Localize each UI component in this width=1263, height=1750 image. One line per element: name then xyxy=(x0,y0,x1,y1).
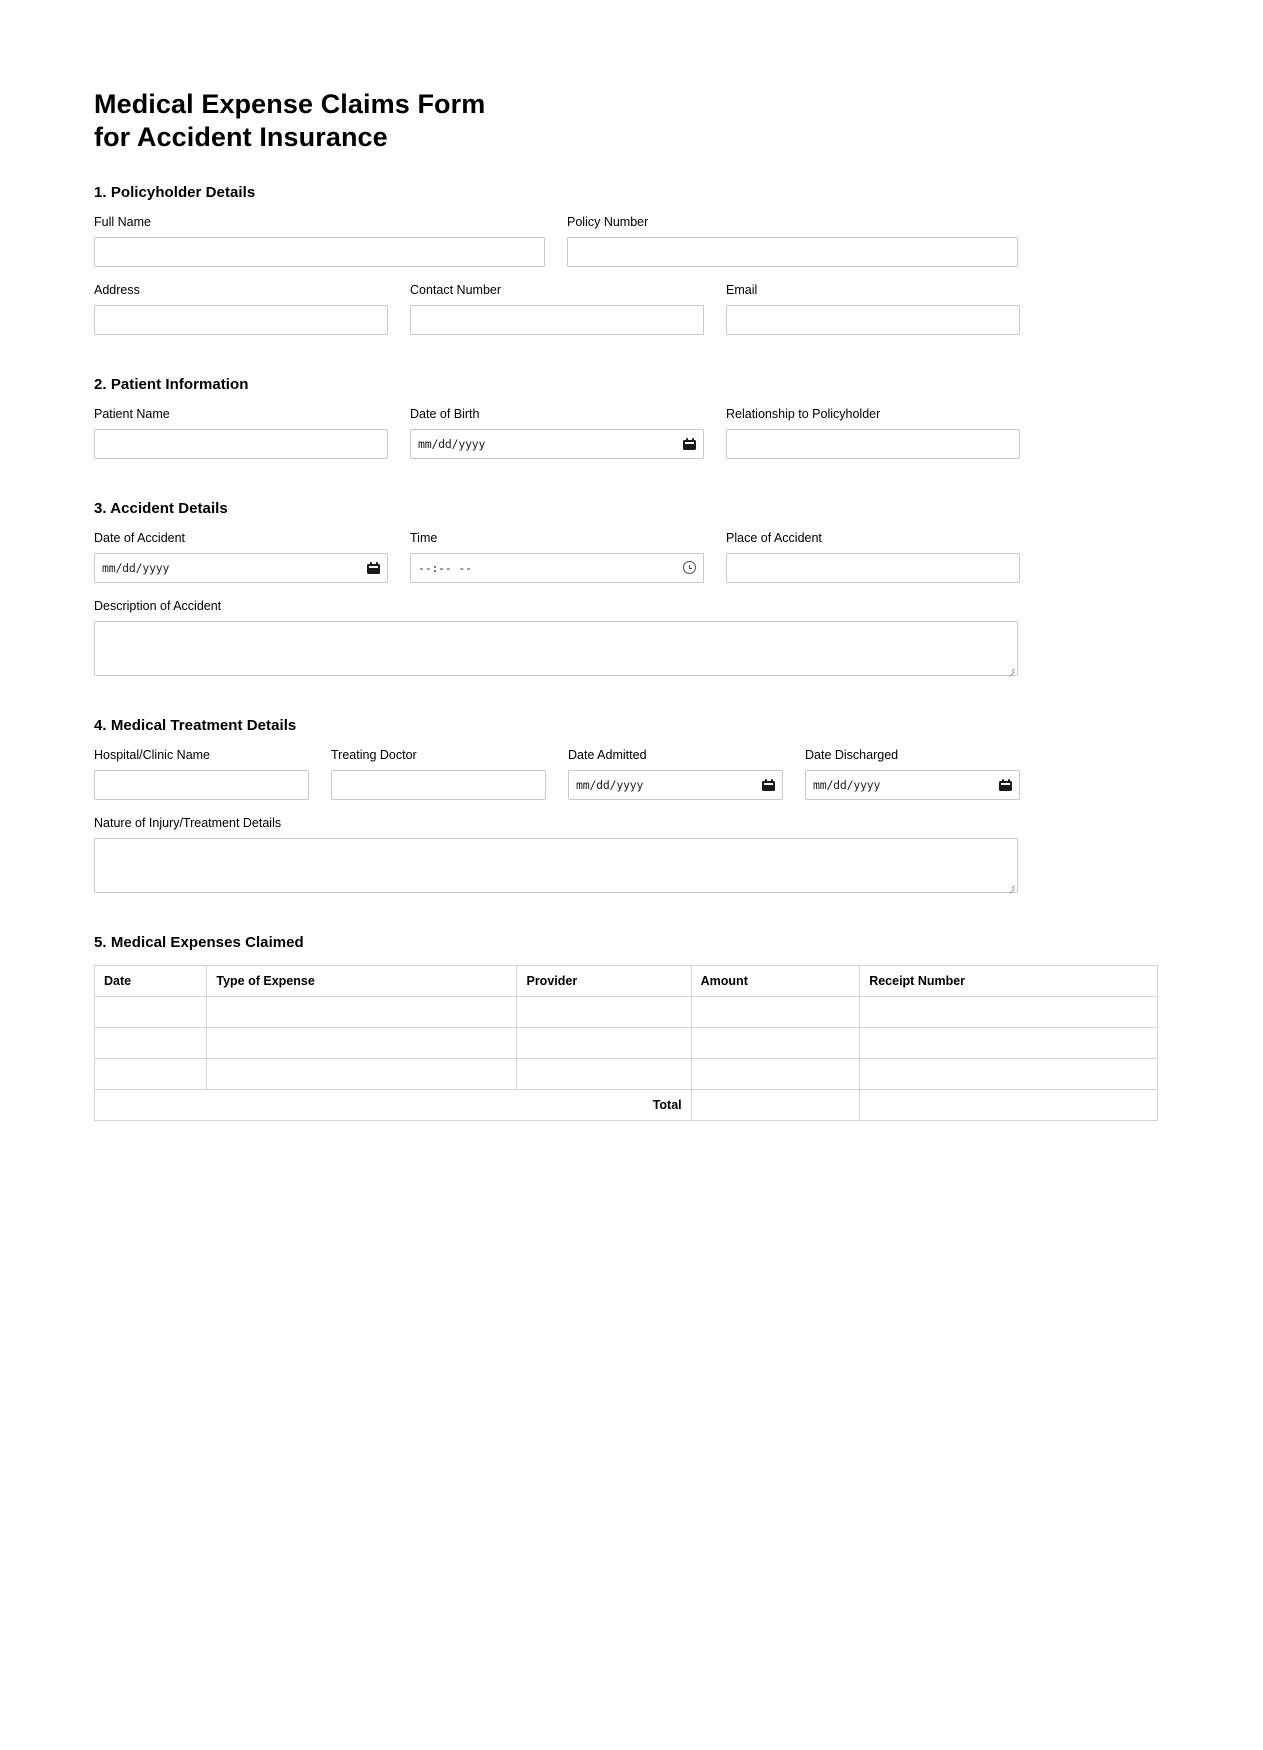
field-time-of-accident xyxy=(410,531,704,583)
label-description-of-accident: Description of Accident xyxy=(94,598,222,613)
treatment-row-1 xyxy=(94,748,1158,800)
section-accident-details xyxy=(94,500,1158,676)
policyholder-row-2 xyxy=(94,283,1158,335)
input-patient-name[interactable] xyxy=(94,429,388,459)
input-time-of-accident[interactable] xyxy=(410,553,704,583)
column-header-date: Date xyxy=(95,965,207,996)
section-heading-policyholder: 1. Policyholder Details xyxy=(94,183,256,201)
calendar-icon[interactable] xyxy=(762,778,775,791)
section-heading-accident: 3. Accident Details xyxy=(94,499,228,517)
cell-provider[interactable] xyxy=(517,1027,691,1058)
calendar-icon[interactable] xyxy=(999,778,1012,791)
section-patient-information xyxy=(94,376,1158,459)
expenses-table-head xyxy=(95,965,1158,996)
label-date-of-birth: Date of Birth xyxy=(410,406,480,421)
resize-handle-icon[interactable] xyxy=(1006,664,1016,674)
input-address[interactable] xyxy=(94,305,388,335)
input-full-name[interactable] xyxy=(94,237,545,267)
section-heading-patient: 2. Patient Information xyxy=(94,375,249,393)
label-date-admitted: Date Admitted xyxy=(568,747,647,762)
section-medical-expenses-claimed xyxy=(94,934,1158,1121)
field-place-of-accident xyxy=(726,531,1020,583)
input-date-discharged[interactable] xyxy=(805,770,1020,800)
field-email xyxy=(726,283,1020,335)
field-description-of-accident xyxy=(94,599,1018,676)
expenses-total-row xyxy=(95,1089,1158,1120)
field-date-of-birth xyxy=(410,407,704,459)
field-address xyxy=(94,283,388,335)
cell-total-receipt-number[interactable] xyxy=(860,1089,1158,1120)
field-date-of-accident xyxy=(94,531,388,583)
expenses-header-row xyxy=(95,965,1158,996)
label-date-of-accident: Date of Accident xyxy=(94,530,186,545)
field-patient-name xyxy=(94,407,388,459)
cell-receipt-number[interactable] xyxy=(860,1027,1158,1058)
label-relationship-to-policyholder: Relationship to Policyholder xyxy=(726,406,881,421)
date-of-accident-placeholder: mm/dd/yyyy xyxy=(102,560,170,575)
calendar-icon[interactable] xyxy=(367,561,380,574)
cell-amount[interactable] xyxy=(691,1027,860,1058)
accident-row-1 xyxy=(94,531,1158,583)
section-medical-treatment-details xyxy=(94,717,1158,893)
label-date-discharged: Date Discharged xyxy=(805,747,899,762)
cell-date[interactable] xyxy=(95,996,207,1027)
section-heading-treatment: 4. Medical Treatment Details xyxy=(94,716,297,734)
table-row[interactable] xyxy=(95,1058,1158,1089)
date-of-birth-placeholder: mm/dd/yyyy xyxy=(418,436,486,451)
cell-type-of-expense[interactable] xyxy=(207,996,517,1027)
input-email[interactable] xyxy=(726,305,1020,335)
cell-receipt-number[interactable] xyxy=(860,996,1158,1027)
section-heading-expenses: 5. Medical Expenses Claimed xyxy=(94,933,304,951)
cell-amount[interactable] xyxy=(691,996,860,1027)
field-hospital-clinic-name xyxy=(94,748,309,800)
patient-row-1 xyxy=(94,407,1158,459)
field-nature-of-injury xyxy=(94,816,1018,893)
label-hospital-clinic-name: Hospital/Clinic Name xyxy=(94,747,211,762)
input-date-admitted[interactable] xyxy=(568,770,783,800)
time-placeholder: --:-- -- xyxy=(418,560,472,575)
expenses-table-body xyxy=(95,996,1158,1120)
label-nature-of-injury: Nature of Injury/Treatment Details xyxy=(94,815,282,830)
column-header-type-of-expense: Type of Expense xyxy=(207,965,517,996)
page-title-line-1: Medical Expense Claims Form xyxy=(94,89,486,119)
section-policyholder-details xyxy=(94,184,1158,335)
field-relationship-to-policyholder xyxy=(726,407,1020,459)
label-address: Address xyxy=(94,282,140,297)
column-header-amount: Amount xyxy=(691,965,860,996)
input-place-of-accident[interactable] xyxy=(726,553,1020,583)
input-contact-number[interactable] xyxy=(410,305,704,335)
date-admitted-placeholder: mm/dd/yyyy xyxy=(576,777,644,792)
cell-provider[interactable] xyxy=(517,996,691,1027)
input-date-of-birth[interactable] xyxy=(410,429,704,459)
column-header-receipt-number: Receipt Number xyxy=(860,965,1158,996)
table-row[interactable] xyxy=(95,1027,1158,1058)
field-treating-doctor xyxy=(331,748,546,800)
cell-provider[interactable] xyxy=(517,1058,691,1089)
calendar-icon[interactable] xyxy=(683,437,696,450)
column-header-provider: Provider xyxy=(517,965,691,996)
resize-handle-icon[interactable] xyxy=(1006,881,1016,891)
input-relationship-to-policyholder[interactable] xyxy=(726,429,1020,459)
input-treating-doctor[interactable] xyxy=(331,770,546,800)
textarea-description-of-accident[interactable] xyxy=(94,621,1018,676)
field-date-discharged xyxy=(805,748,1020,800)
field-full-name xyxy=(94,215,545,267)
label-patient-name: Patient Name xyxy=(94,406,170,421)
table-row[interactable] xyxy=(95,996,1158,1027)
label-policy-number: Policy Number xyxy=(567,214,649,229)
cell-amount[interactable] xyxy=(691,1058,860,1089)
textarea-nature-of-injury[interactable] xyxy=(94,838,1018,893)
field-contact-number xyxy=(410,283,704,335)
label-full-name: Full Name xyxy=(94,214,151,229)
date-discharged-placeholder: mm/dd/yyyy xyxy=(813,777,881,792)
input-policy-number[interactable] xyxy=(567,237,1018,267)
field-policy-number xyxy=(567,215,1018,267)
total-label: Total xyxy=(95,1089,692,1120)
cell-total-amount[interactable] xyxy=(691,1089,860,1120)
cell-type-of-expense[interactable] xyxy=(207,1027,517,1058)
expenses-table xyxy=(94,965,1158,1121)
accident-row-2 xyxy=(94,599,1158,676)
label-treating-doctor: Treating Doctor xyxy=(331,747,417,762)
cell-type-of-expense[interactable] xyxy=(207,1058,517,1089)
label-place-of-accident: Place of Accident xyxy=(726,530,822,545)
cell-date[interactable] xyxy=(95,1027,207,1058)
page-title-line-2: for Accident Insurance xyxy=(94,121,388,152)
input-hospital-clinic-name[interactable] xyxy=(94,770,309,800)
page-title xyxy=(94,88,1158,154)
field-date-admitted xyxy=(568,748,783,800)
label-email: Email xyxy=(726,282,758,297)
cell-date[interactable] xyxy=(95,1058,207,1089)
policyholder-row-1 xyxy=(94,215,1158,267)
input-date-of-accident[interactable] xyxy=(94,553,388,583)
label-time: Time xyxy=(410,530,438,545)
treatment-row-2 xyxy=(94,816,1158,893)
cell-receipt-number[interactable] xyxy=(860,1058,1158,1089)
clock-icon[interactable] xyxy=(683,561,696,574)
label-contact-number: Contact Number xyxy=(410,282,502,297)
